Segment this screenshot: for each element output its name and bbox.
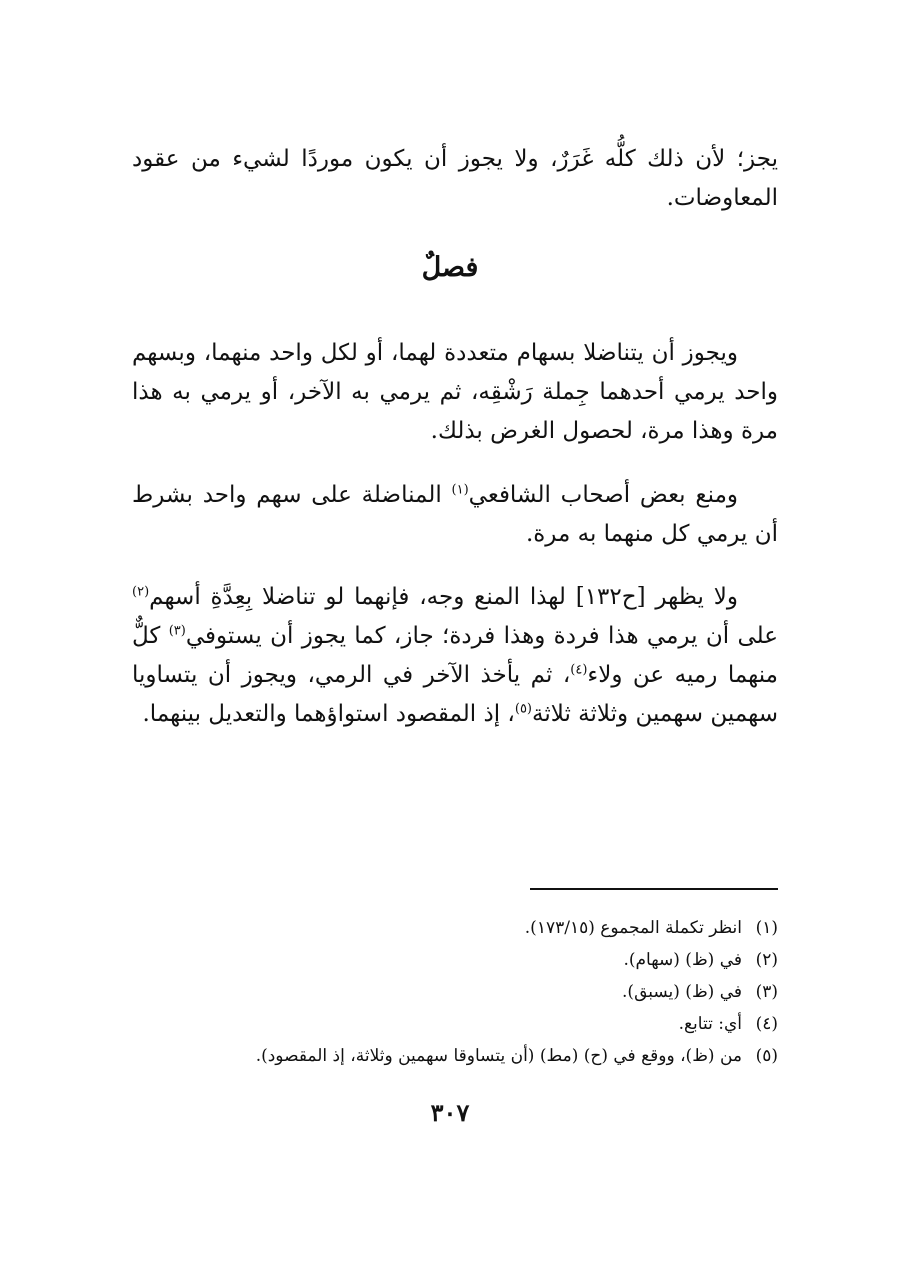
paragraph-3-text-b: المناضلة على سهم واحد بشرط أن يرمي كل منهما به مرة.	[132, 482, 778, 547]
footnote-ref-4[interactable]: (٤)	[570, 662, 588, 678]
footnote-text: في (ظ) (يسبق).	[622, 982, 742, 1002]
footnote-number: (٣)	[755, 982, 778, 1002]
footnote-ref-2[interactable]: (٢)	[132, 584, 150, 600]
footnote-number: (٤)	[755, 1014, 778, 1034]
footnote-divider	[530, 888, 778, 890]
footnote-item	[132, 1008, 778, 1040]
footnote-ref-1[interactable]: (١)	[451, 482, 469, 498]
footnote-number: (٥)	[755, 1046, 778, 1066]
footnote-ref-5[interactable]: (٥)	[514, 701, 532, 717]
footnote-text: انظر تكملة المجموع (١٧٣/١٥).	[524, 918, 742, 938]
paragraph-4-text-e: ، إذ المقصود استواؤهما والتعديل بينهما.	[142, 701, 515, 727]
paragraph-1: يجز؛ لأن ذلك كلُّه غَرَرٌ، ولا يجوز أن يكون موردًا لشيء من عقود المعاوضات.	[132, 146, 778, 211]
page-number: ٣٠٧	[430, 1098, 470, 1127]
paragraph-3-text-a: ومنع بعض أصحاب الشافعي	[468, 482, 738, 508]
footnotes-list	[132, 912, 778, 1072]
footnote-ref-3[interactable]: (٣)	[168, 623, 186, 639]
footnote-number: (٢)	[755, 950, 778, 970]
paragraph-4-text-b: على أن يرمي هذا فردة وهذا فردة؛ جاز، كما يجوز أن يستوفي	[185, 623, 778, 649]
section-heading: فصلٌ	[421, 252, 479, 283]
footnote-item	[132, 944, 778, 976]
paragraph-2: ويجوز أن يتناضلا بسهام متعددة لهما، أو لكل واحد منهما، وبسهم واحد يرمي أحدهما جِملة رَشْقِه، ثم يرمي به الآخر، أو يرمي به هذا مرة وهذا مرة، لحصول الغرض بذلك.	[132, 340, 778, 444]
paragraph-4-text-c: كلٌّ منهما رميه عن ولاء	[132, 623, 778, 688]
footnote-text: أي: تتابع.	[678, 1014, 742, 1034]
footnote-item	[132, 912, 778, 944]
footnote-number: (١)	[755, 918, 778, 938]
paragraph-4-text-d: ، ثم يأخذ الآخر في الرمي، ويجوز أن يتساويا سهمين سهمين وثلاثة ثلاثة	[132, 662, 778, 727]
footnote-item	[132, 1040, 778, 1072]
paragraph-3	[132, 476, 778, 554]
paragraph-4-text-a: ولا يظهر [ح١٣٢] لهذا المنع وجه، فإنهما لو تناضلا بِعِدَّةِ أسهم	[149, 584, 738, 610]
footnote-text: في (ظ) (سهام).	[623, 950, 742, 970]
footnote-item	[132, 976, 778, 1008]
paragraph-4	[132, 578, 778, 734]
footnote-text: من (ظ)، ووقع في (ح) (مط) (أن يتساوقا سهمين وثلاثة، إذ المقصود).	[255, 1046, 742, 1066]
